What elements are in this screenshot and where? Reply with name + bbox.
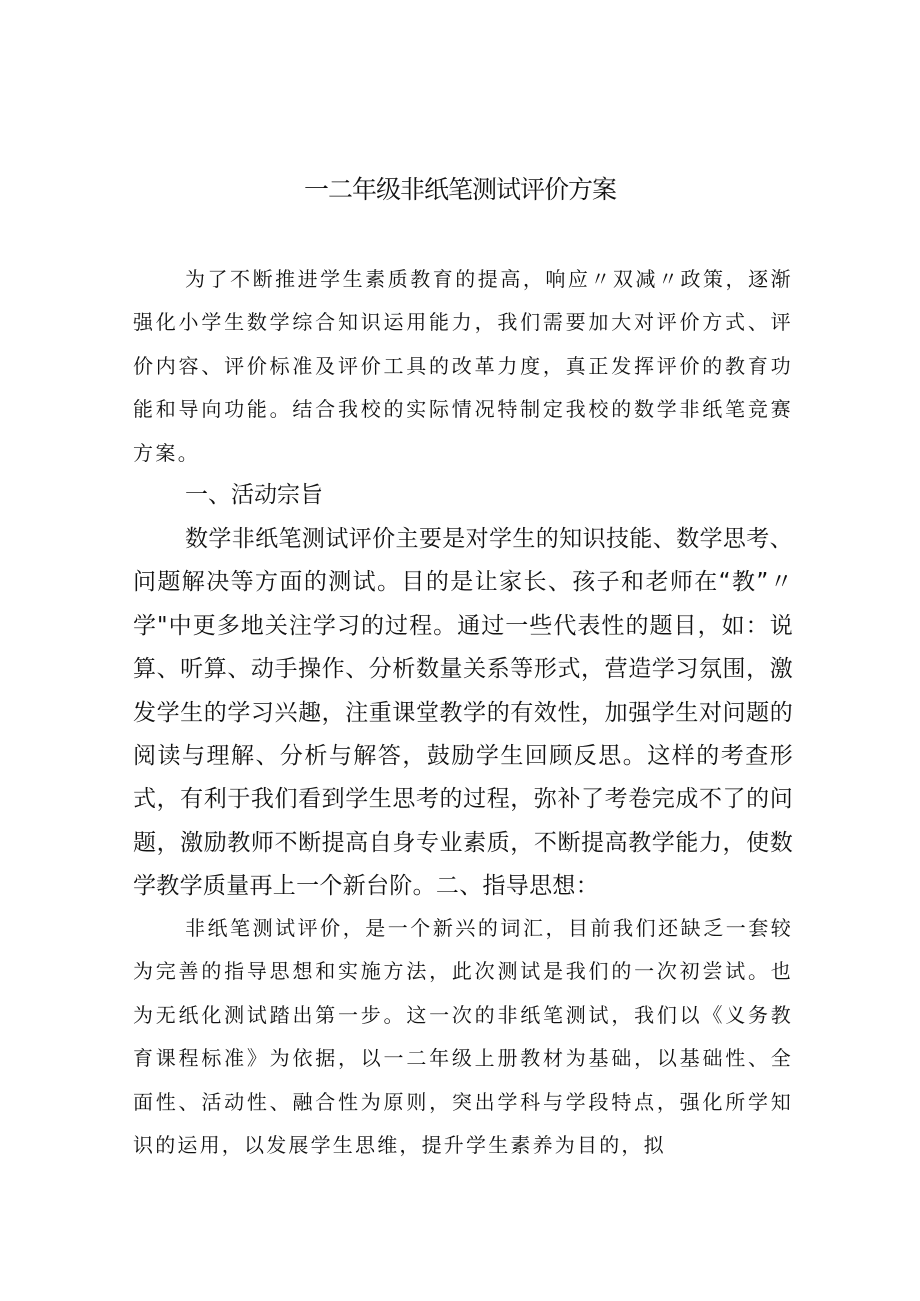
document-title: 一二年级非纸笔测试评价方案 xyxy=(303,175,616,204)
purpose-paragraph: 数学非纸笔测试评价主要是对学生的知识技能、数学思考、问题解决等方面的测试。目的是让家长、孩子和老师在“教”〃学"中更多地关注学习的过程。通过一些代表性的题目，如：说算、听算、动手操作、分析数量关系等形式，营造学习氛围，激发学生的学习兴趣，注重课堂教学的有效性，加强学生对问题的阅读与理解、分析与解答，鼓励学生回顾反思。这样的考查形式，有利于我们看到学生思考的过程，弥补了考卷完成不了的问题，激励教师不断提高自身专业素质，不断提高教学能力，使数学教学质量再上一个新台阶。二、指导思想： xyxy=(133,526,793,900)
section-heading-purpose: 一、活动宗旨 xyxy=(185,482,323,508)
guiding-thought-paragraph: 非纸笔测试评价，是一个新兴的词汇，目前我们还缺乏一套较为完善的指导思想和实施方法，此次测试是我们的一次初尝试。也为无纸化测试踏出第一步。这一次的非纸笔测试，我们以《义务教育课程标准》为依据，以一二年级上册教材为基础，以基础性、全面性、活动性、融合性为原则，突出学科与学段特点，强化所学知识的运用，以发展学生思维，提升学生素养为目的，拟 xyxy=(133,916,793,1158)
intro-paragraph: 为了不断推进学生素质教育的提高，响应〃双减〃政策，逐渐强化小学生数学综合知识运用能力，我们需要加大对评价方式、评价内容、评价标准及评价工具的改革力度，真正发挥评价的教育功能和导向功能。结合我校的实际情况特制定我校的数学非纸笔竞赛方案。 xyxy=(133,267,793,465)
